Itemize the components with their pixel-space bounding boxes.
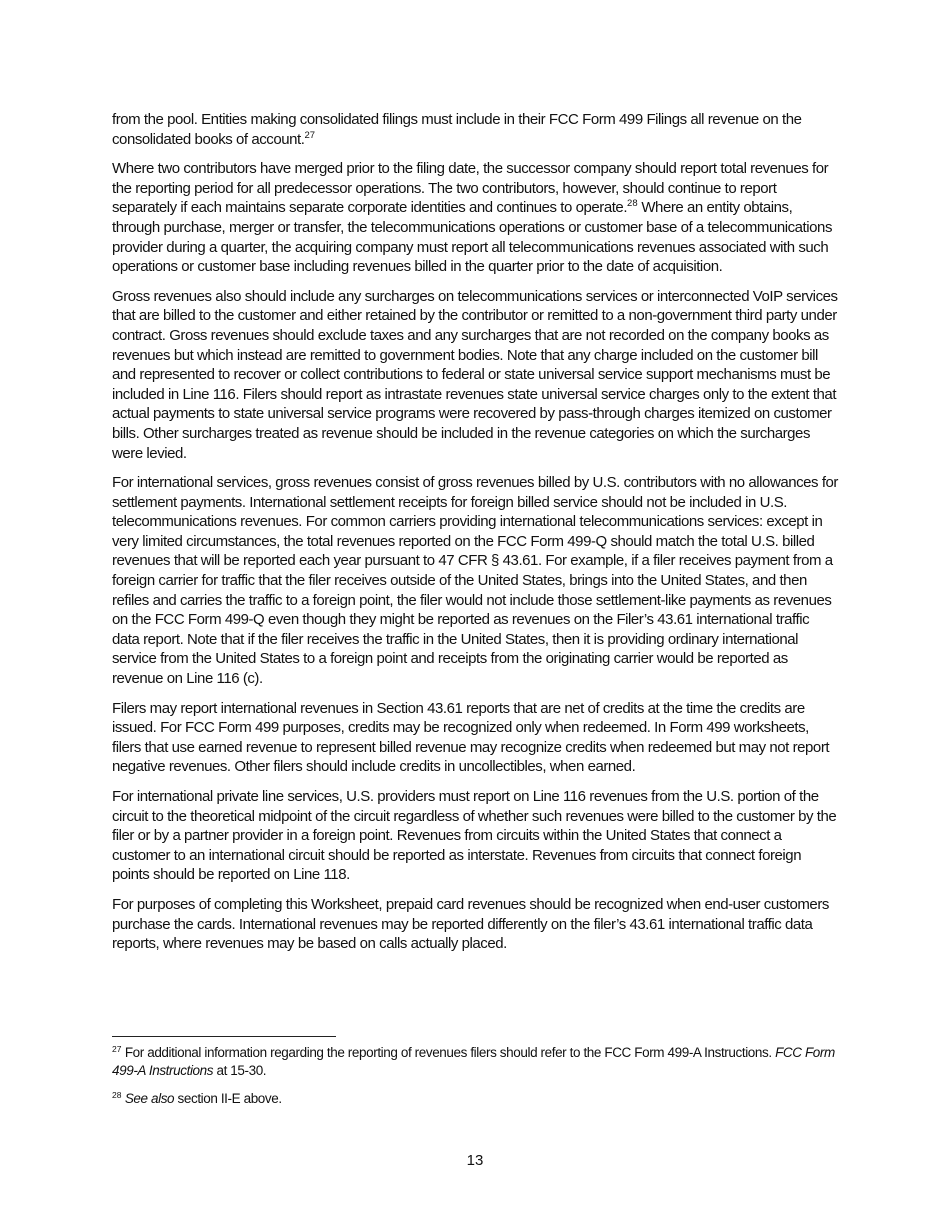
paragraph-private-line-services — [112, 787, 840, 885]
paragraph-text: from the pool. Entities making consolidated filings must include in their FCC Form 499 Filings all revenue on the consolidated books of account. — [112, 111, 802, 148]
footnote-ref-27[interactable]: 27 — [304, 129, 316, 141]
paragraph-merged-contributors — [112, 159, 840, 277]
paragraph-international-services — [112, 473, 840, 689]
paragraph-consolidated-filings — [112, 110, 840, 149]
footnote-28 — [112, 1090, 840, 1108]
document-body — [112, 110, 840, 964]
footnote-text-tail: section II-E above. — [174, 1091, 282, 1106]
footnote-text: For additional information regarding the reporting of revenues filers should refer to the FCC Form 499-A Instructions. — [121, 1045, 776, 1060]
footnote-text-tail: at 15-30. — [213, 1063, 267, 1078]
footnote-citation: FCC Form 499-A Instructions — [112, 1045, 835, 1078]
paragraph-gross-revenues-surcharges — [112, 287, 840, 463]
paragraph-text: For purposes of completing this Worksheet, prepaid card revenues should be recognized when end-user customers purchase the cards. International revenues may be reported differently on the filer’s 43.61 international traffic data reports, where revenues may be based on calls actually placed. — [112, 895, 829, 953]
paragraph-text: Filers may report international revenues in Section 43.61 reports that are net of credits at the time the credits are issued. For FCC Form 499 purposes, credits may be recognized only when redeemed. In Form 499 worksheets, filers that use earned revenue to represent billed revenue may recognize credits when redeemed but may not report negative revenues. Other filers should include credits in uncollectibles, when earned. — [112, 699, 830, 776]
footnote-number: 28 — [112, 1090, 122, 1100]
footnote-number: 27 — [112, 1044, 122, 1054]
paragraph-text: Where two contributors have merged prior to the filing date, the successor company should report total revenues for the reporting period for all predecessor operations. The two contributors, however, should continue to report separately if each maintains separate corporate identities and continues to operate. — [112, 160, 829, 217]
footnote-27 — [112, 1044, 840, 1080]
footnote-ref-28[interactable]: 28 — [627, 198, 638, 210]
page-number: 13 — [466, 1152, 484, 1169]
paragraph-text: For international private line services, U.S. providers must report on Line 116 revenues from the U.S. portion of the circuit to the theoretical midpoint of the circuit regardless of whether such revenues were billed to the customer by the filer or by a partner provider in a foreign point. Revenues from circuits within the United States that connect a customer to an international circuit should be reported as interstate. Revenues from circuits that connect foreign points should be reported on Line 118. — [112, 788, 837, 884]
paragraph-international-credits — [112, 699, 840, 777]
paragraph-text: Gross revenues also should include any surcharges on telecommunications services or interconnected VoIP services that are billed to the customer and either retained by the contributor or remitted to a non-government third party under contract. Gross revenues should exclude taxes and any surcharges that are not recorded on the company books as revenues but which instead are remitted to government bodies. Note that any charge included on the customer bill and represented to recover or collect contributions to federal or state universal service support mechanisms must be included in Line 116. Filers should report as intrastate revenues state universal service charges only to the extent that actual payments to state universal service programs were recovered by pass-through charges itemized on customer bills. Other surcharges treated as revenue should be included in the revenue categories on which the surcharges were levied. — [112, 287, 838, 462]
paragraph-text-continued: Where an entity obtains, through purchase, merger or transfer, the telecommunications operations or customer base of a telecommunications provider during a quarter, the acquiring company must report all telecommunications revenues associated with such operations or customer base including revenues billed in the quarter prior to the date of acquisition. — [112, 199, 832, 276]
footnote-citation: See also — [121, 1091, 175, 1106]
footnotes — [112, 1044, 840, 1118]
paragraph-text: For international services, gross revenues consist of gross revenues billed by U.S. contributors with no allowances for settlement payments. International settlement receipts for foreign billed service should not be included in U.S. telecommunications revenues. For common carriers providing international telecommunications services: except in very limited circumstances, the total revenues reported on the FCC Form 499-Q should match the total U.S. billed revenues that will be reported each year pursuant to 47 CFR § 43.61. For example, if a filer receives payment from a foreign carrier for traffic that the filer receives outside of the United States, brings into the United States, and then refiles and carries the traffic to a foreign point, the filer would not include those settlement-like payments as revenues on the FCC Form 499-Q even though they might be reported as revenues on the Filer’s 43.61 international traffic data report. Note that if the filer receives the traffic in the United States, then it is providing ordinary international service from the United States to a foreign point and receipts from the originating carrier would be reported as revenue on Line 116 (c). — [112, 474, 838, 688]
paragraph-prepaid-card-revenues — [112, 895, 840, 954]
footnote-separator — [112, 1036, 336, 1037]
